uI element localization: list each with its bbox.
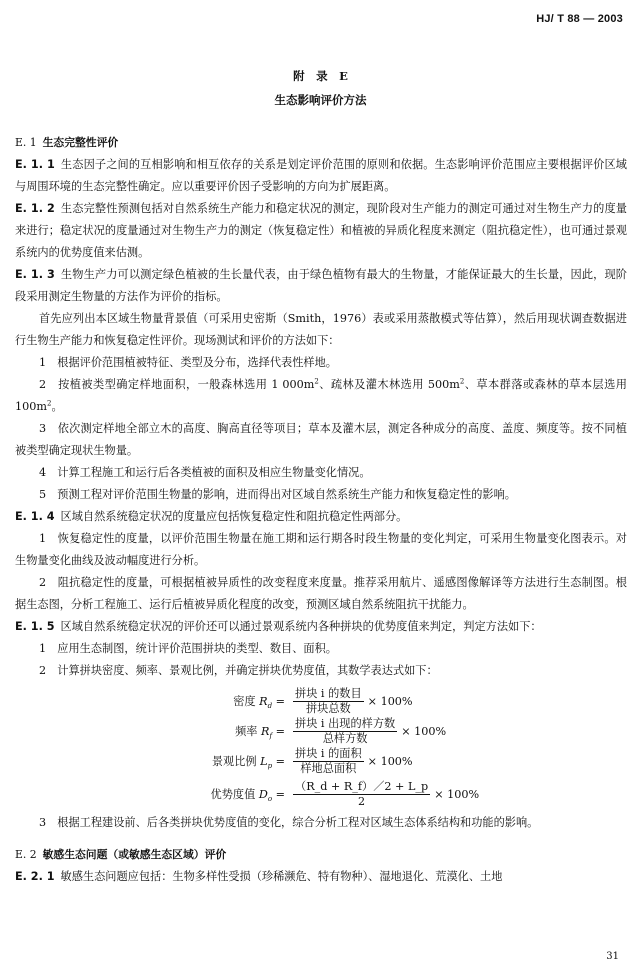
document-body [15,132,627,888]
superscript: 2 [314,377,319,386]
list-item: 3 依次测定样地全部立木的高度、胸高直径等项目；草本及灌木层，测定各种成分的高度、盖度、频度等。按不同植被类型确定现状生物量。 [15,422,627,457]
section-title: 敏感生态问题（或敏感生态区域）评价 [42,848,227,861]
formula-dominance [15,776,627,812]
clause-text: 生物生产力可以测定绿色植被的生长量代表，由于绿色植物有最大的生物量，才能保证最大的生长量，因此，现阶段采用测定生物量的方法作为评价的指标。 [15,268,627,303]
formula-label: 频率 $R_f$ = [235,725,285,741]
clause-text: 区域自然系统稳定状况的度量应包括恢复稳定性和阻抗稳定性两部分。 [60,510,408,523]
page-number: 31 [606,951,619,962]
superscript: 2 [46,399,52,408]
clause-number: E. 1. 5 [15,620,55,633]
list-text: 、疏林及灌木林选用 500m [318,378,460,391]
section-title: 生态完整性评价 [42,136,119,149]
clause-e14 [15,506,627,528]
multiplier: × 100% [401,724,447,738]
appendix-subtitle: 生态影响评价方法 [274,93,367,107]
clause-e21 [15,866,627,888]
clause-text: 区域自然系统稳定状况的评价还可以通过景观系统内各种拼块的优势度值来判定，判定方法如下： [60,620,542,633]
formula-label: 优势度值 $D_o$ = [210,788,285,804]
paragraph: 首先应列出本区域生物量背景值（可采用史密斯（Smith，1976）表或采用蒸散模式等估算），然后用现状调查数据进行生物生产能力和恢复稳定性评价。现场测试和评价的方法如下： [15,312,627,347]
list-text: 2 按植被类型确定样地面积，一般森林选用 1 000m [39,378,315,391]
formula-label: 景观比例 $L_p$ = [211,755,285,771]
list-item: 1 根据评价范围植被特征、类型及分布，选择代表性样地。 [39,356,337,369]
section-number: E. 1 [15,136,37,149]
formula-frequency [15,716,627,746]
clause-number: E. 1. 3 [15,268,55,281]
list-item [15,374,627,418]
list-item: 5 预测工程对评价范围生物量的影响，进而得出对区域自然系统生产能力和恢复稳定性的影响。 [39,488,516,501]
formula-proportion [15,746,627,776]
list-item: 4 计算工程施工和运行后各类植被的面积及相应生物量变化情况。 [39,466,371,479]
list-item: 2 计算拼块密度、频率、景观比例，并确定拼块优势度值，其数学表达式如下： [39,664,438,677]
clause-e11 [15,154,627,198]
fraction: $\frac{\text{拼块 i 的面积}}{\text{样地总面积}}$ [295,746,362,775]
clause-number: E. 1. 1 [15,158,55,171]
list-item: 1 恢复稳定性的度量，以评价范围生物量在施工期和运行期各时段生物量的变化判定，可采用生物量变化图表示。对生物量变化曲线及波动幅度进行分析。 [15,532,627,567]
formula-label: 密度 $R_d$ = [233,695,285,711]
clause-e13 [15,264,627,308]
clause-text: 生态因子之间的互相影响和相互依存的关系是划定评价范围的原则和依据。生态影响评价范围应主要根据评价区域与周围环境的生态完整性确定。应以重要评价因子受影响的方向为扩展距离。 [15,158,627,193]
list-item: 3 根据工程建设前、后各类拼块优势度值的变化，综合分析工程对区域生态体系结构和功能的影响。 [39,816,539,829]
formula-density [15,686,627,716]
list-item: 2 阻抗稳定性的度量，可根据植被异质性的改变程度来度量。推荐采用航片、遥感图像解译等方法进行生态制图。根据生态图，分析工程施工、运行后植被异质化程度的改变，预测区域自然系统阻抗干扰能力。 [15,576,627,611]
superscript: 2 [459,377,465,386]
clause-e12 [15,198,627,264]
list-item: 1 应用生态制图，统计评价范围拼块的类型、数目、面积。 [39,642,337,655]
clause-e15 [15,616,627,638]
fraction: $\frac{\text{拼块 i 出现的样方数}}{\text{总样方数}}$ [295,716,396,745]
multiplier: × 100% [434,787,480,801]
clause-text: 生态完整性预测包括对自然系统生产能力和稳定状况的测定，现阶段对生产能力的测定可通过对生物生产力的度量来进行；稳定状况的度量通过对生物生产力的测定（恢复稳定性）和植被的异质化程度来测定（阻抗稳定性），也可通过景观系统内的优势度值来估测。 [15,202,627,259]
clause-text: 敏感生态问题应包括：生物多样性受损（珍稀濒危、特有物种）、湿地退化、荒漠化、土地 [60,870,503,883]
fraction: $\frac{\text{拼块 i 的数目}}{\text{拼块总数}}$ [295,686,362,715]
section-e2-heading [15,844,627,866]
section-e1-heading [15,132,627,154]
section-number: E. 2 [15,848,37,861]
clause-number: E. 1. 2 [15,202,55,215]
multiplier: × 100% [367,754,413,768]
multiplier: × 100% [367,694,413,708]
clause-number: E. 2. 1 [15,870,55,883]
appendix-title [0,64,641,112]
appendix-label: 附 录 E [293,69,348,83]
standard-header: HJ/ T 88 — 2003 [536,13,623,25]
clause-number: E. 1. 4 [15,510,55,523]
fraction: $\frac{(R\_d + R\_f)/2 + L\_p}{2}$ [295,779,429,808]
list-text: 。 [51,400,63,413]
list-text: 、草本群落或森林的草本层选用 100m [15,378,627,413]
